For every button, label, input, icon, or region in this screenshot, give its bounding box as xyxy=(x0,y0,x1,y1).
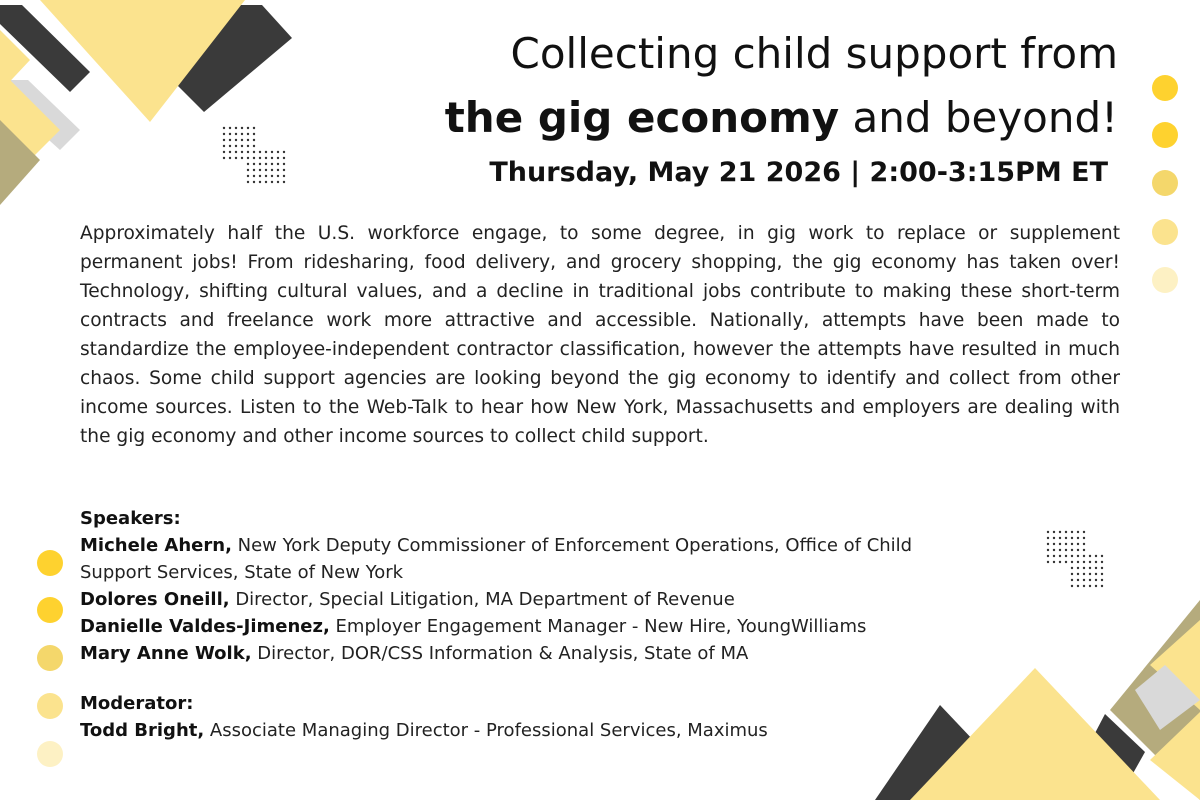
event-date: Thursday, May 21 2026 | 2:00-3:15PM ET xyxy=(489,157,1108,188)
top-left-shapes xyxy=(0,0,292,205)
page-title-highlight: the gig economy xyxy=(444,93,840,142)
speakers-heading: Speakers: xyxy=(80,508,181,529)
dot-grid-right xyxy=(1047,531,1103,587)
speaker-name: Mary Anne Wolk, xyxy=(80,643,252,664)
speaker-row xyxy=(80,613,960,640)
page-title-rest: and beyond! xyxy=(839,93,1118,142)
speaker-name: Michele Ahern, xyxy=(80,535,232,556)
speakers-section xyxy=(80,505,960,667)
moderator-name: Todd Bright, xyxy=(80,720,205,741)
speaker-row xyxy=(80,640,960,667)
speaker-role: Director, Special Litigation, MA Department of Revenue xyxy=(229,589,735,610)
page-title-line1: Collecting child support from xyxy=(510,29,1118,78)
speaker-role: New York Deputy Commissioner of Enforcement Operations, Office of Child Support Services, State of New York xyxy=(80,535,913,583)
event-description: Approximately half the U.S. workforce engage, to some degree, in gig work to replace or supplement permanent jobs! From ridesharing, food delivery, and grocery shopping, the gig economy has taken over! Technology, shifting cultural values, and a decline in traditional jobs contribute to making these short-term contracts and freelance work more attractive and accessible. Nationally, attempts have been made to standardize the employee-independent contractor classification, however the attempts have resulted in much chaos. Some child support agencies are looking beyond the gig economy to identify and collect from other income sources. Listen to the Web-Talk to hear how New York, Massachusetts and employers are dealing with the gig economy and other income sources to collect child support. xyxy=(80,223,1120,447)
page-title-line2 xyxy=(445,90,1118,146)
moderator-section xyxy=(80,690,768,744)
moderator-role: Associate Managing Director - Professional Services, Maximus xyxy=(204,720,768,741)
moderator-heading: Moderator: xyxy=(80,693,194,714)
speaker-role: Director, DOR/CSS Information & Analysis, State of MA xyxy=(251,643,749,664)
speaker-row xyxy=(80,532,960,586)
speaker-name: Dolores Oneill, xyxy=(80,589,230,610)
dot-grid-top xyxy=(223,127,285,183)
speaker-role: Employer Engagement Manager - New Hire, YoungWilliams xyxy=(329,616,867,637)
speaker-name: Danielle Valdes-Jimenez, xyxy=(80,616,330,637)
speaker-row xyxy=(80,586,960,613)
moderator-row xyxy=(80,717,768,744)
left-dots-column xyxy=(37,550,63,767)
right-dots-column xyxy=(1152,75,1178,293)
